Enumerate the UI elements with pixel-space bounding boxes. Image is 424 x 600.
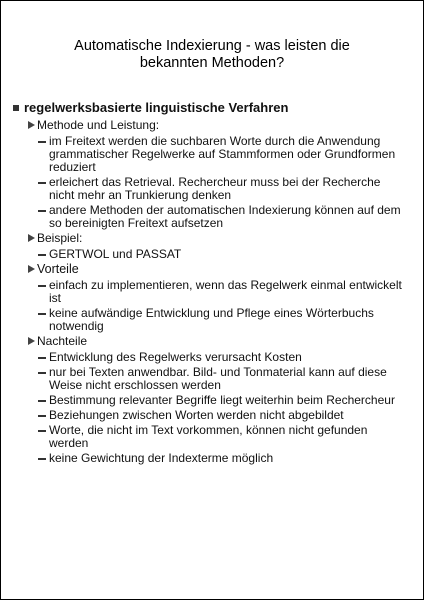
slide-title	[21, 38, 403, 72]
dash-bullet-icon	[38, 430, 46, 432]
list-item-text: im Freitext werden die suchbaren Worte durch die Anwendung grammatischer Regelwerke auf Stammformen oder Grundformen reduziert	[49, 134, 396, 174]
group-heading-beispiel	[1, 231, 424, 246]
dash-bullet-icon	[38, 357, 46, 359]
list-item-text: Bestimmung relevanter Begriffe liegt weiterhin beim Rechercheur	[49, 393, 395, 407]
list-item-text: nur bei Texten anwendbar. Bild- und Tonmaterial kann auf diese Weise nicht erschlossen werden	[49, 365, 387, 392]
list-item-text: einfach zu implementieren, wenn das Regelwerk einmal entwickelt ist	[49, 278, 402, 305]
section-heading-text: regelwerksbasierte linguistische Verfahren	[24, 100, 289, 115]
triangle-bullet-icon	[28, 337, 35, 345]
list-item	[1, 248, 424, 261]
list-item	[1, 279, 424, 305]
list-item-text: Beziehungen zwischen Worten werden nicht abgebildet	[49, 408, 344, 422]
list-item	[1, 307, 424, 333]
slide-content	[1, 99, 424, 465]
group-label: Nachteile	[37, 334, 88, 348]
list-item-text: erleichert das Retrieval. Rechercheur muss bei der Recherche nicht mehr an Trunkierung denken	[49, 175, 381, 202]
section-heading	[1, 99, 424, 117]
list-item-text: GERTWOL und PASSAT	[49, 247, 182, 261]
group-label: Beispiel:	[37, 231, 83, 245]
triangle-bullet-icon	[28, 265, 35, 273]
group-heading-nachteile	[1, 334, 424, 349]
dash-bullet-icon	[38, 400, 46, 402]
dash-bullet-icon	[38, 458, 46, 460]
slide-title-line-2: bekannten Methoden?	[139, 55, 285, 71]
list-item	[1, 351, 424, 364]
dash-bullet-icon	[38, 372, 46, 374]
group-label: Vorteile	[37, 262, 79, 276]
group-heading-vorteile	[1, 262, 424, 277]
list-item	[1, 452, 424, 465]
square-bullet-icon	[13, 105, 19, 111]
list-item-text: keine Gewichtung der Indexterme möglich	[49, 451, 274, 465]
group-heading-methode	[1, 118, 424, 133]
dash-bullet-icon	[38, 210, 46, 212]
dash-bullet-icon	[38, 415, 46, 417]
dash-bullet-icon	[38, 285, 46, 287]
slide-title-line-1: Automatische Indexierung - was leisten die	[74, 38, 350, 54]
list-item	[1, 204, 424, 230]
list-item	[1, 366, 424, 392]
list-item-text: andere Methoden der automatischen Indexierung können auf dem so bereinigten Freitext aufsetzen	[49, 203, 401, 230]
list-item-text: Entwicklung des Regelwerks verursacht Kosten	[49, 350, 302, 364]
dash-bullet-icon	[38, 313, 46, 315]
list-item	[1, 424, 424, 450]
triangle-bullet-icon	[28, 234, 35, 242]
list-item	[1, 135, 424, 174]
dash-bullet-icon	[38, 254, 46, 256]
group-label: Methode und Leistung:	[37, 118, 160, 132]
list-item	[1, 394, 424, 407]
list-item-text: keine aufwändige Entwicklung und Pflege eines Wörterbuchs notwendig	[49, 306, 374, 333]
list-item-text: Worte, die nicht im Text vorkommen, können nicht gefunden werden	[49, 423, 368, 450]
triangle-bullet-icon	[28, 121, 35, 129]
list-item	[1, 176, 424, 202]
dash-bullet-icon	[38, 182, 46, 184]
list-item	[1, 409, 424, 422]
dash-bullet-icon	[38, 141, 46, 143]
